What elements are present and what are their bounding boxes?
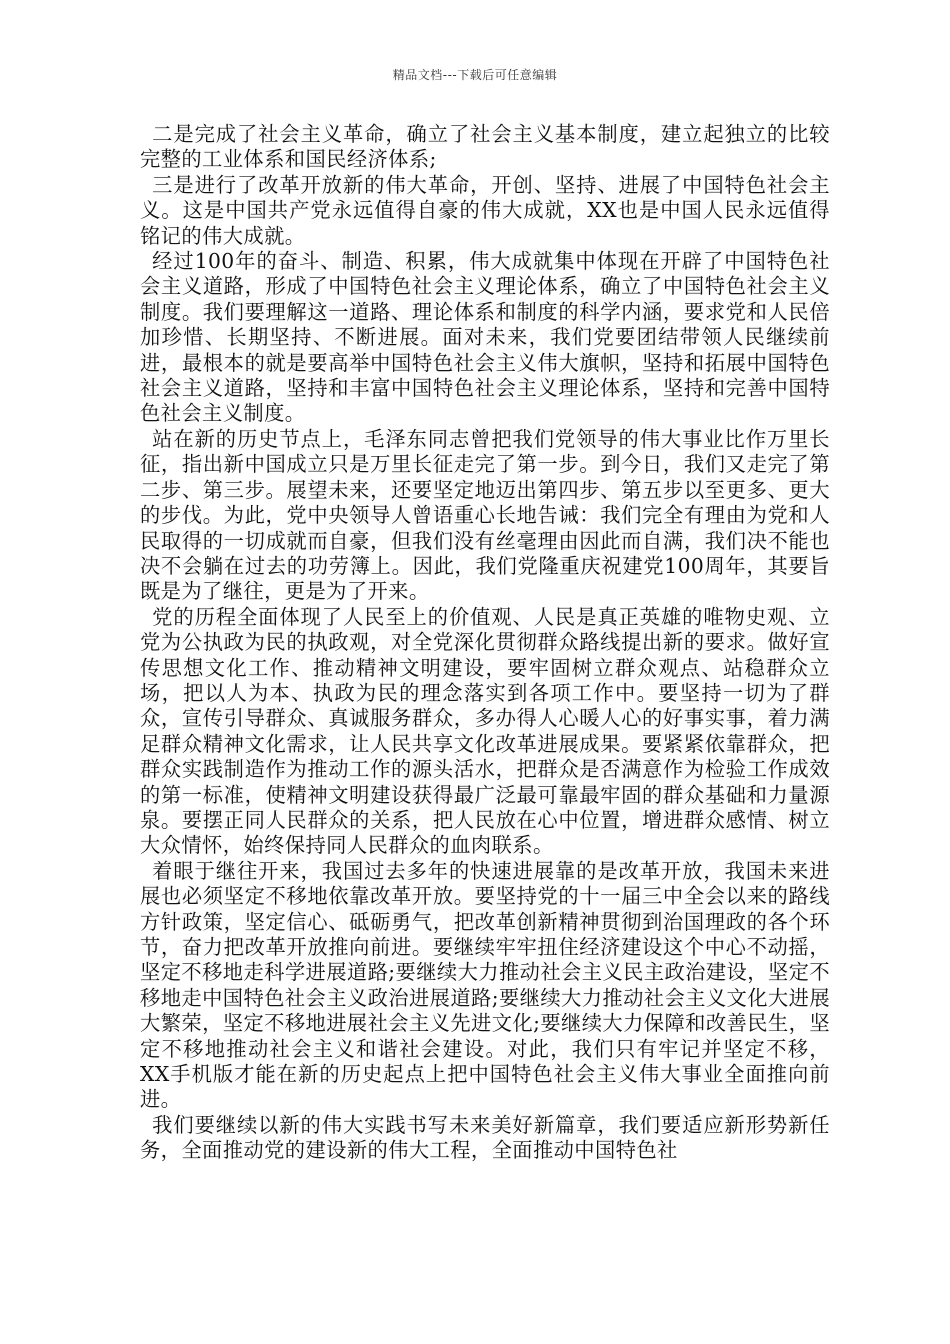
paragraph: 经过100年的奋斗、制造、积累，伟大成就集中体现在开辟了中国特色社会主义道路，形成了中国特色社会主义理论体系，确立了中国特色社会主义制度。我们要理解这一道路、理论体系和制度的科学内涵，要求党和人民倍加珍惜、长期坚持、不断进展。面对未来，我们党要团结带领人民继续前进，最根本的就是要高举中国特色社会主义伟大旗帜，坚持和拓展中国特色社会主义道路，坚持和丰富中国特色社会主义理论体系，坚持和完善中国特色社会主义制度。 xyxy=(140,249,830,426)
page-header: 精品文档---下载后可任意编辑 xyxy=(392,68,558,82)
paragraph: 站在新的历史节点上，毛泽东同志曾把我们党领导的伟大事业比作万里长征，指出新中国成立只是万里长征走完了第一步。到今日，我们又走完了第二步、第三步。展望未来，还要坚定地迈出第四步、第五步以至更多、更大的步伐。为此，党中央领导人曾语重心长地告诫：我们完全有理由为党和人民取得的一切成就而自豪，但我们没有丝毫理由因此而自满，我们决不能也决不会躺在过去的功劳簿上。因此，我们党隆重庆祝建党100周年，其要旨既是为了继往，更是为了开来。 xyxy=(140,426,830,604)
document-body xyxy=(140,122,830,1164)
paragraph: 二是完成了社会主义革命，确立了社会主义基本制度，建立起独立的比较完整的工业体系和国民经济体系; xyxy=(140,122,830,172)
paragraph: 三是进行了改革开放新的伟大革命，开创、坚持、进展了中国特色社会主义。这是中国共产党永远值得自豪的伟大成就，XX也是中国人民永远值得铭记的伟大成就。 xyxy=(140,172,830,248)
paragraph: 着眼于继往开来，我国过去多年的快速进展靠的是改革开放，我国未来进展也必须坚定不移地依靠改革开放。要坚持党的十一届三中全会以来的路线方针政策，坚定信心、砥砺勇气，把改革创新精神贯彻到治国理政的各个环节，奋力把改革开放推向前进。要继续牢牢扭住经济建设这个中心不动摇，坚定不移地走科学进展道路;要继续大力推动社会主义民主政治建设，坚定不移地走中国特色社会主义政治进展道路;要继续大力推动社会主义文化大进展大繁荣，坚定不移地进展社会主义先进文化;要继续大力保障和改善民生，坚定不移地推动社会主义和谐社会建设。对此，我们只有牢记并坚定不移，XX手机版才能在新的历史起点上把中国特色社会主义伟大事业全面推向前进。 xyxy=(140,858,830,1112)
paragraph: 我们要继续以新的伟大实践书写未来美好新篇章，我们要适应新形势新任务，全面推动党的建设新的伟大工程，全面推动中国特色社 xyxy=(140,1112,830,1163)
paragraph: 党的历程全面体现了人民至上的价值观、人民是真正英雄的唯物史观、立党为公执政为民的执政观，对全党深化贯彻群众路线提出新的要求。做好宣传思想文化工作、推动精神文明建设，要牢固树立群众观点、站稳群众立场，把以人为本、执政为民的理念落实到各项工作中。要坚持一切为了群众，宣传引导群众、真诚服务群众，多办得人心暖人心的好事实事，着力满足群众精神文化需求，让人民共享文化改革进展成果。要紧紧依靠群众，把群众实践制造作为推动工作的源头活水，把群众是否满意作为检验工作成效的第一标准，使精神文明建设获得最广泛最可靠最牢固的群众基础和力量源泉。要摆正同人民群众的关系，把人民放在心中位置，增进群众感情、树立大众情怀，始终保持同人民群众的血肉联系。 xyxy=(140,604,830,858)
